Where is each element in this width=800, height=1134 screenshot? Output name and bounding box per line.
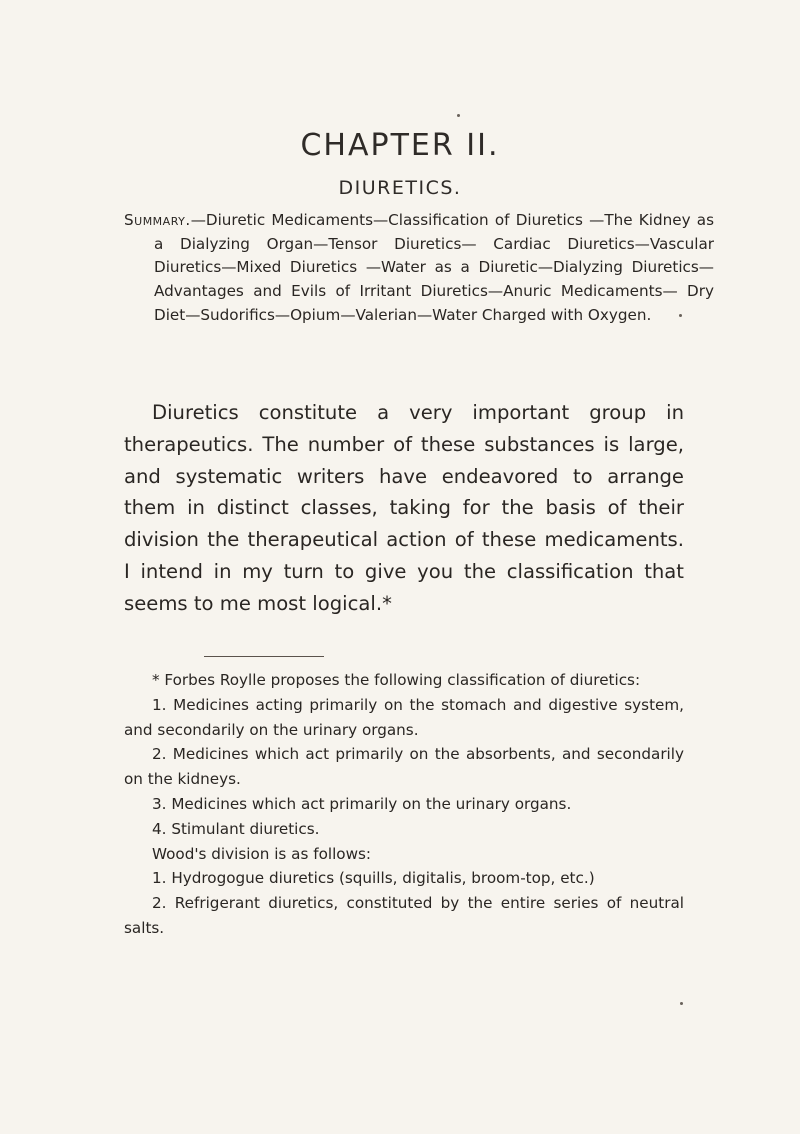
footnote-item-1: 1. Medicines acting primarily on the stomach and digestive system, and secondarily on the urinary organs. xyxy=(124,695,684,739)
summary-label: Summary. xyxy=(124,211,191,229)
footnote-block xyxy=(124,668,684,941)
chapter-heading: CHAPTER II. xyxy=(300,128,500,163)
paper-speck xyxy=(679,314,682,317)
footnote-rule xyxy=(204,656,324,657)
footnote-woods-1: 1. Hydrogogue diuretics (squills, digitalis, broom-top, etc.) xyxy=(152,869,595,888)
footnote-woods-intro: Wood's division is as follows: xyxy=(152,844,372,863)
footnote-woods-2: 2. Refrigerant diuretics, constituted by the entire series of neutral salts. xyxy=(124,894,684,937)
summary-text: —Diuretic Medicaments—Classification of Diuretics —The Kidney as a Dialyzing Organ—Tensor Diuretics— Cardiac Diuretics—Vascular Diuretics—Mixed Diuretics —Water as a Diuretic—Dialyzing Diuretics—Advantages and Evils of Irritant Diuretics—Anuric Medicaments— Dry Diet—Sudorifics—Opium—Valerian—Water Charged with Oxygen. xyxy=(154,211,714,324)
paper-speck xyxy=(457,114,460,117)
body-paragraph: Diuretics constitute a very important group in therapeutics. The number of these substances is large, and systematic writers have endeavored to arrange them in distinct classes, taking for the basis of their division the therapeutical action of these medicaments. I intend in my turn to give you the classification that seems to me most logical.* xyxy=(124,401,684,615)
footnote-intro: * Forbes Roylle proposes the following classification of diuretics: xyxy=(152,671,641,689)
footnote-item-3: 3. Medicines which act primarily on the urinary organs. xyxy=(152,794,572,813)
chapter-title: DIURETICS. xyxy=(338,177,462,199)
footnote-item-4: 4. Stimulant diuretics. xyxy=(152,819,320,838)
footnote-item-2: 2. Medicines which act primarily on the absorbents, and secondarily on the kidneys. xyxy=(124,745,684,789)
chapter-summary xyxy=(124,209,714,328)
paper-speck xyxy=(680,1002,683,1005)
